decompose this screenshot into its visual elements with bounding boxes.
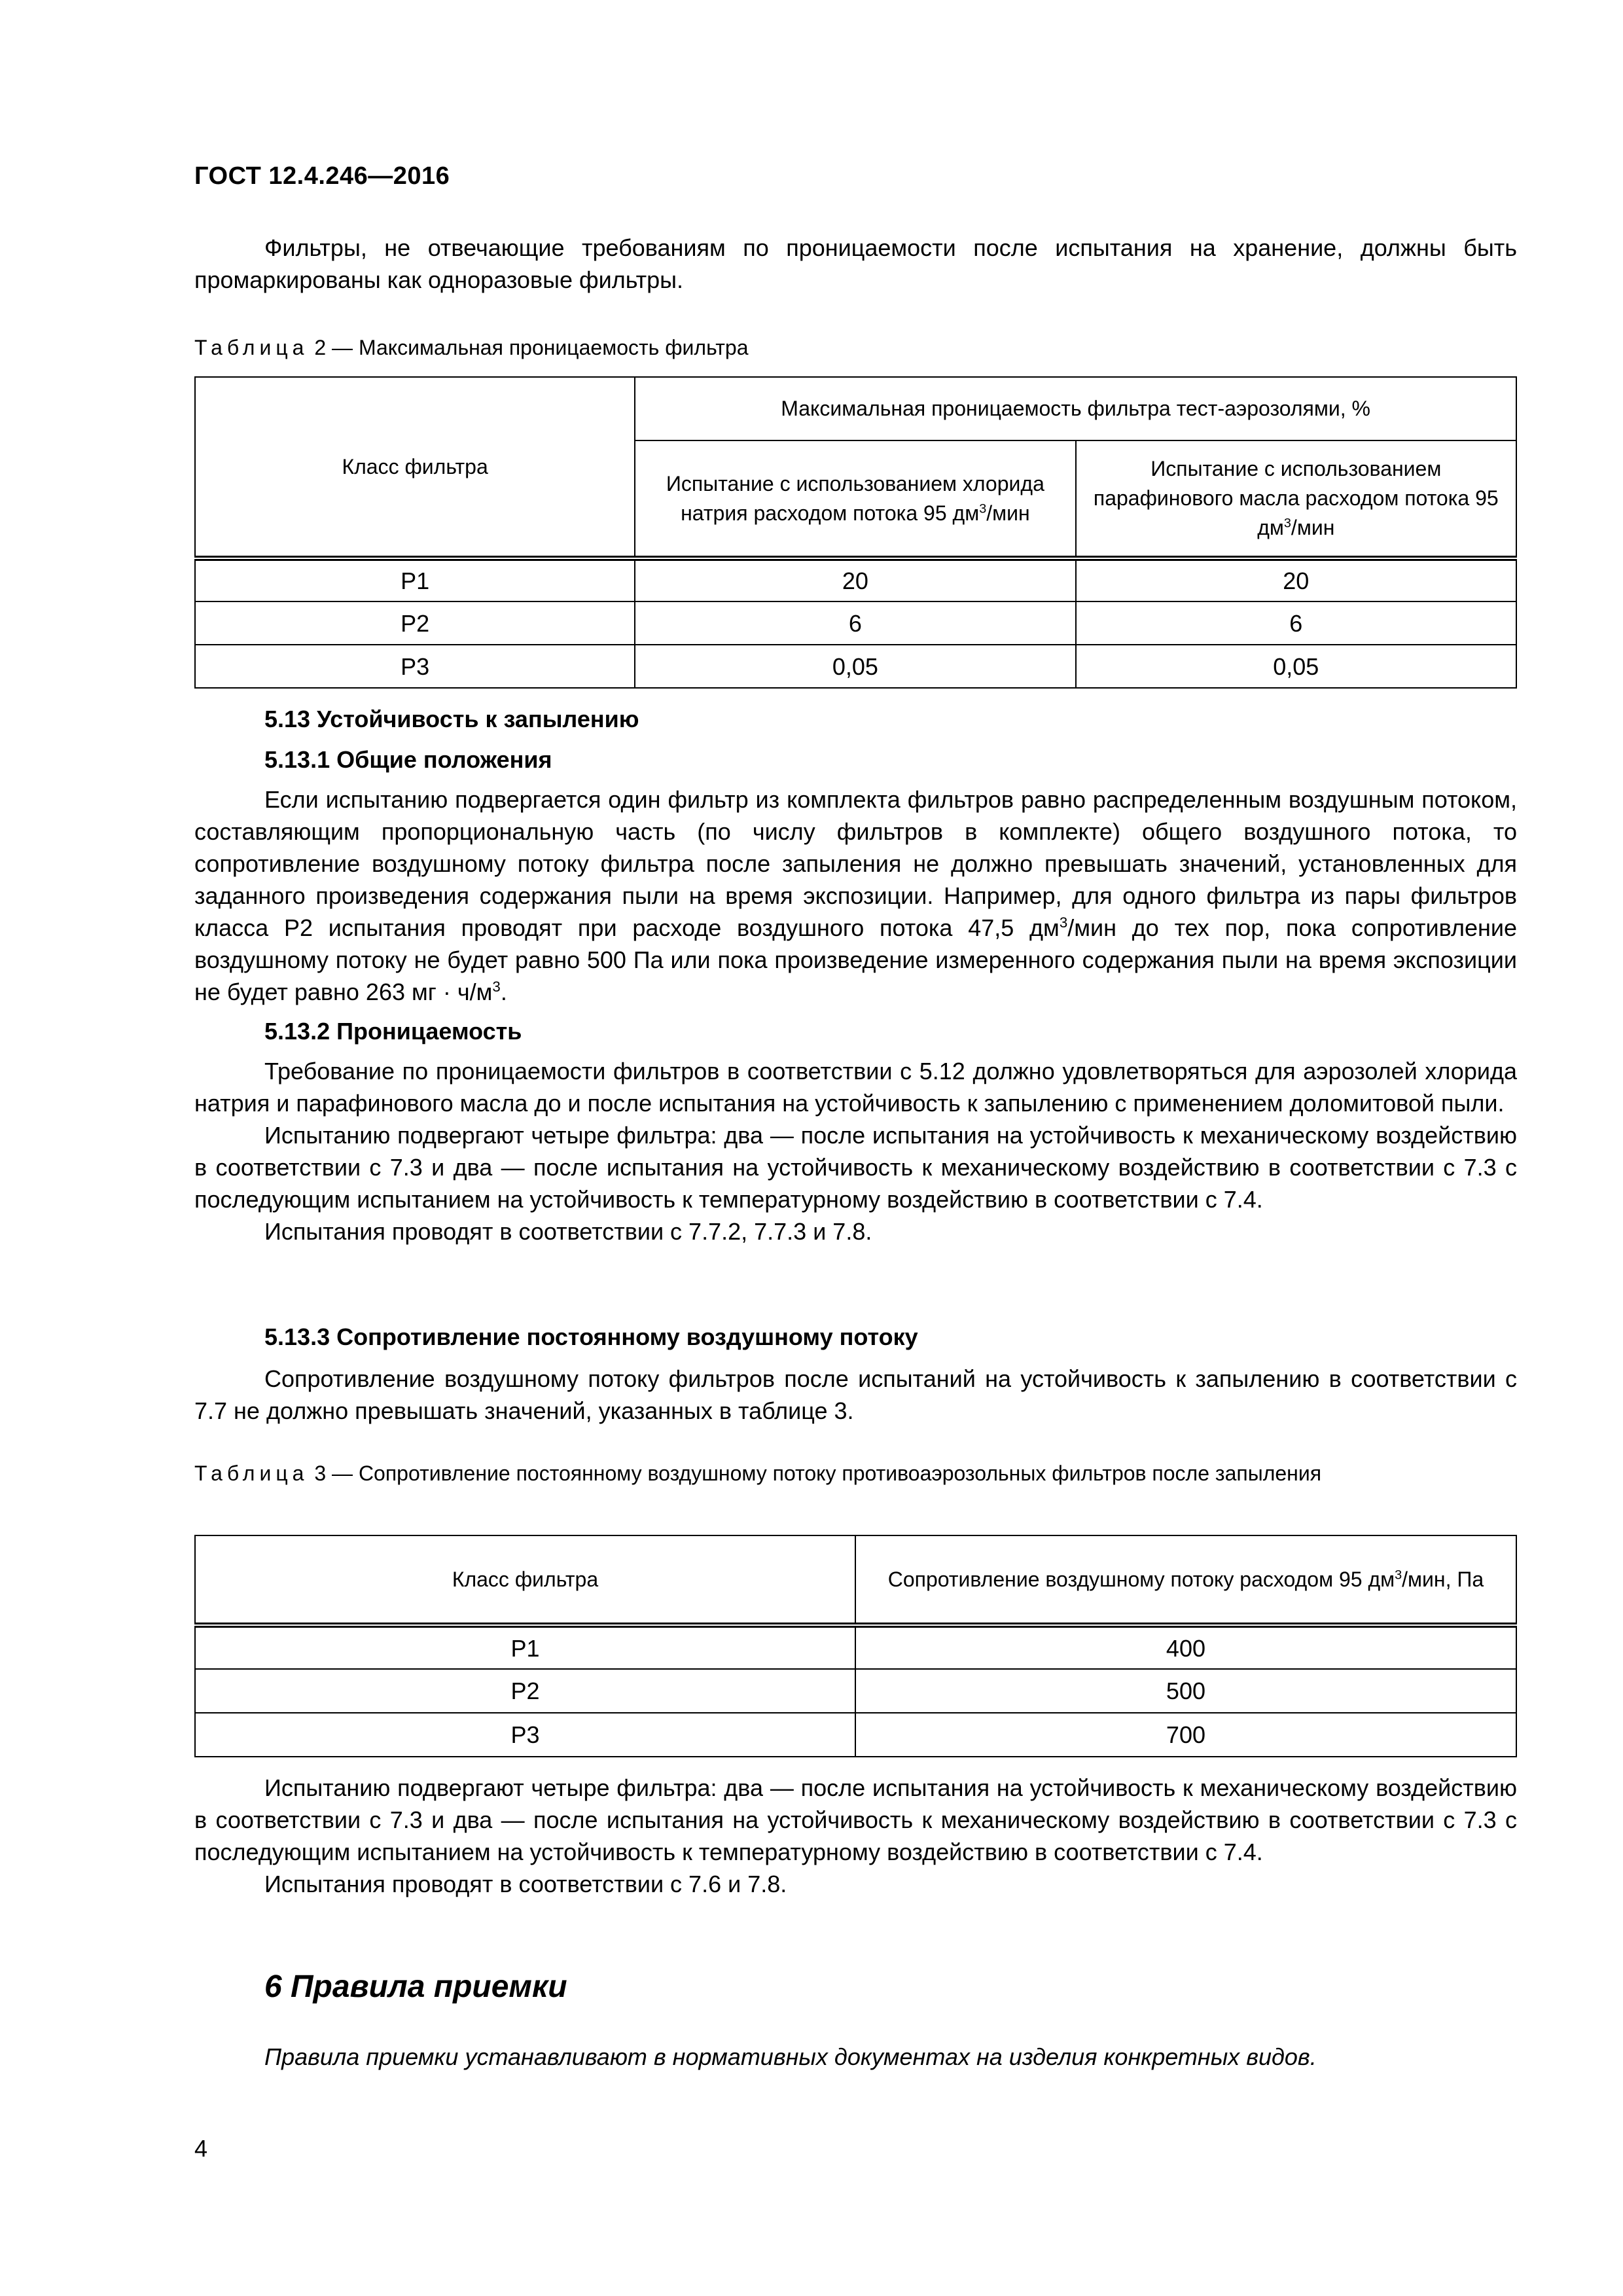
table-2 (194, 376, 1517, 689)
caption-label: Таблица (194, 336, 309, 359)
table-row: P2 6 6 (195, 601, 1516, 645)
header-class: Класс фильтра (195, 377, 635, 558)
section-5-13-heading: 5.13 Устойчивость к запылению (264, 706, 639, 732)
table-row: P3 0,05 0,05 (195, 645, 1516, 688)
after-table3-text: Испытанию подвергают четыре фильтра: два — после испытания на устойчивость к механическому воздействию в соответствии с 7.3 и два — после испытания на устойчивость к механическому воздействию в соответствии с 7.3 с последующим испытанием на устойчивость к температурному воздействию в соответствии с 7.4. Испытания проводят в соответствии с 7.6 и 7.8. (194, 1774, 1517, 1897)
page-number: 4 (194, 2135, 208, 2162)
section-5-13-2-text: Требование по проницаемости фильтров в соответствии с 5.12 должно удовлетворяться для аэрозолей хлорида натрия и парафинового масла до и после испытания на устойчивость к запылению с применением доломитовой пыли. Испытанию подвергают четыре фильтра: два — после испытания на устойчивость к механическому воздействию в соответствии с 7.3 и два — после испытания на устойчивость к механическому воздействию в соответствии с 7.3 с последующим испытанием на устойчивость к температурному воздействию в соответствии с 7.4. Испытания проводят в соответствии с 7.7.2, 7.7.3 и 7.8. (194, 1058, 1517, 1245)
table2-caption (194, 332, 1517, 363)
section-6-heading: 6 Правила приемки (264, 1969, 567, 2004)
document-id: ГОСТ 12.4.246—2016 (194, 162, 450, 190)
section-6-text: Правила приемки устанавливают в нормативных документах на изделия конкретных видов. (264, 2043, 1317, 2070)
header-group: Максимальная проницаемость фильтра тест-аэрозолями, % (635, 377, 1516, 440)
section-5-13-1-heading: 5.13.1 Общие положения (264, 746, 552, 773)
header-resistance: Сопротивление воздушному потоку расходом 95 $дм^3$/мин, Па (855, 1535, 1516, 1625)
table-row: P1 20 20 (195, 558, 1516, 601)
section-5-13-3-heading: 5.13.3 Сопротивление постоянному воздушному потоку (264, 1323, 918, 1350)
section-5-13-3-text: Сопротивление воздушному потоку фильтров после испытаний на устойчивость к запылению в соответствии с 7.7 не должно превышать значений, указанных в таблице 3. (194, 1365, 1517, 1424)
caption-text: — Сопротивление постоянному воздушному потоку противоаэрозольных фильтров после запыления (332, 1462, 1322, 1485)
caption-label: Таблица (194, 1462, 309, 1485)
caption-number: 2 (314, 336, 327, 359)
section-5-13-2-heading: 5.13.2 Проницаемость (264, 1018, 522, 1045)
table-row: P3 700 (195, 1713, 1516, 1757)
table-row: P2 500 (195, 1669, 1516, 1713)
table-row: P1 400 (195, 1625, 1516, 1669)
intro-paragraph: Фильтры, не отвечающие требованиям по проницаемости после испытания на хранение, должны быть промаркированы как одноразовые фильтры. (194, 234, 1517, 293)
header-nacl: Испытание с использованием хлорида натрия расходом потока 95 $дм^3$/мин (635, 440, 1075, 558)
section-5-13-1-text: Если испытанию подвергается один фильтр из комплекта фильтров равно распределенным воздушным потоком, составляющим пропорциональную часть (по числу фильтров в комплекте) общего воздушного потока, то сопротивление воздушному потоку фильтра после запыления не должно превышать значений, установленных для заданного произведения содержания пыли на время экспозиции. Например, для одного фильтра из пары фильтров класса Р2 испытания проводят при расходе воздушного потока 47,5 $дм^3$/мин до тех пор, пока сопротивление воздушному потоку не будет равно 500 Па или пока произведение измеренного содержания пыли на время экспозиции не будет равно 263 мг · $ч/м^3$. (194, 786, 1517, 1005)
table-3 (194, 1535, 1517, 1757)
header-oil: Испытание с использованием парафинового масла расходом потока 95 $дм^3$/мин (1076, 440, 1516, 558)
caption-text: — Максимальная проницаемость фильтра (332, 336, 749, 359)
caption-number: 3 (314, 1462, 327, 1485)
table3-caption (194, 1458, 1517, 1489)
header-class: Класс фильтра (195, 1535, 855, 1625)
